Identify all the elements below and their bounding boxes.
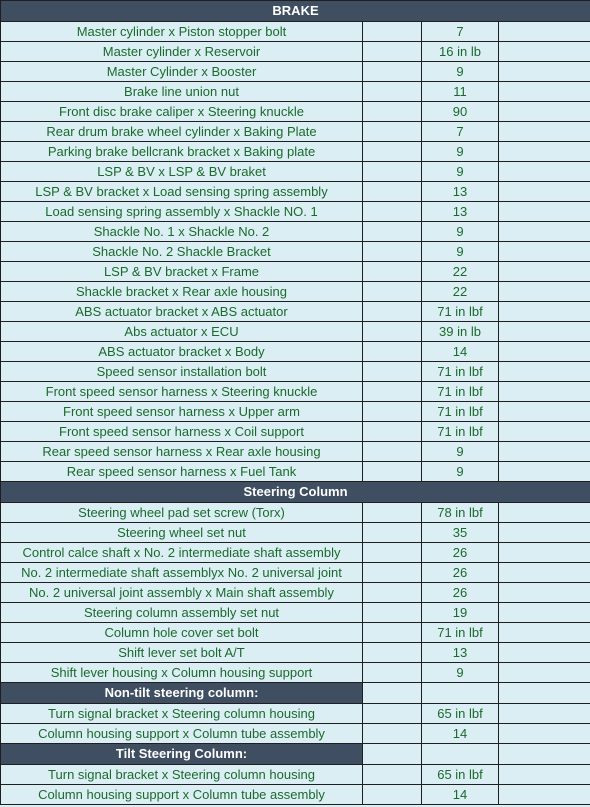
component-label: Brake line union nut <box>1 82 363 102</box>
table-row <box>1 765 590 785</box>
empty-cell <box>499 603 590 623</box>
empty-cell <box>363 765 422 785</box>
empty-cell <box>499 242 590 262</box>
empty-cell <box>363 563 422 583</box>
torque-value: 9 <box>422 663 499 683</box>
empty-cell <box>363 262 422 282</box>
empty-cell <box>363 282 422 302</box>
table-body <box>1 1 590 805</box>
table-row <box>1 442 590 462</box>
empty-cell <box>499 122 590 142</box>
subsection-title: Tilt Steering Column: <box>1 744 363 765</box>
component-label: No. 2 universal joint assembly x Main shaft assembly <box>1 583 363 603</box>
section-header-steering-column <box>1 482 590 503</box>
section-title: Steering Column <box>1 482 590 503</box>
empty-cell <box>363 202 422 222</box>
component-label: Shift lever housing x Column housing support <box>1 663 363 683</box>
table-row <box>1 523 590 543</box>
component-label: Load sensing spring assembly x Shackle NO. 1 <box>1 202 363 222</box>
empty-cell <box>499 623 590 643</box>
table-row <box>1 382 590 402</box>
component-label: ABS actuator bracket x Body <box>1 342 363 362</box>
table-row <box>1 82 590 102</box>
torque-value: 39 in lb <box>422 322 499 342</box>
empty-cell <box>363 122 422 142</box>
torque-value: 9 <box>422 142 499 162</box>
table-row <box>1 543 590 563</box>
empty-cell <box>363 683 422 704</box>
table-row <box>1 422 590 442</box>
empty-cell <box>499 182 590 202</box>
empty-cell <box>499 402 590 422</box>
table-row <box>1 142 590 162</box>
table-row <box>1 402 590 422</box>
section-header-tilt-steering-column <box>1 744 590 765</box>
component-label: Speed sensor installation bolt <box>1 362 363 382</box>
empty-cell <box>499 765 590 785</box>
empty-cell <box>363 102 422 122</box>
torque-value: 71 in lbf <box>422 382 499 402</box>
component-label: Master cylinder x Piston stopper bolt <box>1 22 363 42</box>
component-label: ABS actuator bracket x ABS actuator <box>1 302 363 322</box>
torque-value: 11 <box>422 82 499 102</box>
empty-cell <box>499 683 590 704</box>
component-label: Steering column assembly set nut <box>1 603 363 623</box>
torque-value: 14 <box>422 785 499 805</box>
component-label: Rear speed sensor harness x Fuel Tank <box>1 462 363 482</box>
empty-cell <box>363 744 422 765</box>
torque-value: 9 <box>422 442 499 462</box>
empty-cell <box>499 442 590 462</box>
section-header-brake <box>1 1 590 22</box>
torque-value: 13 <box>422 182 499 202</box>
empty-cell <box>499 543 590 563</box>
table-row <box>1 342 590 362</box>
component-label: Steering wheel pad set screw (Torx) <box>1 503 363 523</box>
component-label: LSP & BV bracket x Load sensing spring assembly <box>1 182 363 202</box>
empty-cell <box>363 442 422 462</box>
empty-cell <box>363 42 422 62</box>
empty-cell <box>363 162 422 182</box>
empty-cell <box>499 322 590 342</box>
table-row <box>1 282 590 302</box>
empty-cell <box>499 22 590 42</box>
torque-value: 9 <box>422 62 499 82</box>
component-label: Master Cylinder x Booster <box>1 62 363 82</box>
torque-value: 13 <box>422 202 499 222</box>
component-label: Shift lever set bolt A/T <box>1 643 363 663</box>
component-label: Abs actuator x ECU <box>1 322 363 342</box>
table-row <box>1 583 590 603</box>
component-label: Turn signal bracket x Steering column housing <box>1 765 363 785</box>
component-label: Rear drum brake wheel cylinder x Baking Plate <box>1 122 363 142</box>
component-label: Front speed sensor harness x Coil support <box>1 422 363 442</box>
empty-cell <box>499 302 590 322</box>
empty-cell <box>363 583 422 603</box>
torque-value: 71 in lbf <box>422 362 499 382</box>
table-row <box>1 724 590 744</box>
table-row <box>1 603 590 623</box>
section-header-non-tilt-steering-column <box>1 683 590 704</box>
torque-value: 14 <box>422 342 499 362</box>
empty-cell <box>499 82 590 102</box>
torque-value: 14 <box>422 724 499 744</box>
empty-cell <box>422 744 499 765</box>
component-label: Column housing support x Column tube assembly <box>1 785 363 805</box>
torque-value: 7 <box>422 22 499 42</box>
component-label: Steering wheel set nut <box>1 523 363 543</box>
torque-value: 90 <box>422 102 499 122</box>
torque-value: 65 in lbf <box>422 765 499 785</box>
component-label: Shackle No. 2 Shackle Bracket <box>1 242 363 262</box>
empty-cell <box>363 382 422 402</box>
table-row <box>1 162 590 182</box>
empty-cell <box>499 202 590 222</box>
table-row <box>1 704 590 724</box>
empty-cell <box>499 162 590 182</box>
empty-cell <box>363 523 422 543</box>
component-label: Column housing support x Column tube assembly <box>1 724 363 744</box>
torque-value: 7 <box>422 122 499 142</box>
empty-cell <box>363 724 422 744</box>
empty-cell <box>499 462 590 482</box>
table-row <box>1 785 590 805</box>
component-label: Parking brake bellcrank bracket x Baking plate <box>1 142 363 162</box>
empty-cell <box>363 362 422 382</box>
torque-value: 19 <box>422 603 499 623</box>
empty-cell <box>363 462 422 482</box>
empty-cell <box>499 643 590 663</box>
table-row <box>1 643 590 663</box>
empty-cell <box>363 322 422 342</box>
component-label: Shackle bracket x Rear axle housing <box>1 282 363 302</box>
torque-value: 71 in lbf <box>422 422 499 442</box>
empty-cell <box>363 242 422 262</box>
empty-cell <box>363 402 422 422</box>
empty-cell <box>499 62 590 82</box>
empty-cell <box>499 102 590 122</box>
empty-cell <box>499 785 590 805</box>
empty-cell <box>363 82 422 102</box>
table-row <box>1 302 590 322</box>
torque-value: 71 in lbf <box>422 402 499 422</box>
empty-cell <box>499 362 590 382</box>
table-row <box>1 62 590 82</box>
empty-cell <box>499 563 590 583</box>
table-row <box>1 202 590 222</box>
torque-value: 71 in lbf <box>422 302 499 322</box>
component-label: Front speed sensor harness x Upper arm <box>1 402 363 422</box>
component-label: Front disc brake caliper x Steering knuckle <box>1 102 363 122</box>
empty-cell <box>363 663 422 683</box>
empty-cell <box>363 62 422 82</box>
table-row <box>1 663 590 683</box>
table-row <box>1 182 590 202</box>
component-label: Front speed sensor harness x Steering knuckle <box>1 382 363 402</box>
torque-value: 9 <box>422 162 499 182</box>
table-row <box>1 222 590 242</box>
component-label: LSP & BV x LSP & BV braket <box>1 162 363 182</box>
empty-cell <box>363 422 422 442</box>
empty-cell <box>499 583 590 603</box>
table-row <box>1 503 590 523</box>
torque-value: 26 <box>422 583 499 603</box>
table-row <box>1 462 590 482</box>
table-row <box>1 42 590 62</box>
empty-cell <box>363 222 422 242</box>
empty-cell <box>499 142 590 162</box>
table-row <box>1 22 590 42</box>
empty-cell <box>363 543 422 563</box>
table-row <box>1 242 590 262</box>
torque-value: 78 in lbf <box>422 503 499 523</box>
component-label: Master cylinder x Reservoir <box>1 42 363 62</box>
torque-value: 22 <box>422 282 499 302</box>
table-row <box>1 262 590 282</box>
section-title: BRAKE <box>1 1 590 22</box>
empty-cell <box>422 683 499 704</box>
empty-cell <box>499 724 590 744</box>
component-label: LSP & BV bracket x Frame <box>1 262 363 282</box>
subsection-title: Non-tilt steering column: <box>1 683 363 704</box>
empty-cell <box>499 42 590 62</box>
torque-value: 71 in lbf <box>422 623 499 643</box>
empty-cell <box>363 182 422 202</box>
torque-value: 26 <box>422 563 499 583</box>
table-row <box>1 322 590 342</box>
empty-cell <box>499 382 590 402</box>
torque-value: 16 in lb <box>422 42 499 62</box>
table-row <box>1 102 590 122</box>
torque-value: 13 <box>422 643 499 663</box>
empty-cell <box>363 704 422 724</box>
empty-cell <box>499 663 590 683</box>
empty-cell <box>363 603 422 623</box>
empty-cell <box>363 643 422 663</box>
torque-value: 35 <box>422 523 499 543</box>
empty-cell <box>363 302 422 322</box>
torque-value: 22 <box>422 262 499 282</box>
empty-cell <box>363 503 422 523</box>
torque-value: 26 <box>422 543 499 563</box>
empty-cell <box>499 422 590 442</box>
empty-cell <box>363 623 422 643</box>
component-label: Column hole cover set bolt <box>1 623 363 643</box>
table-row <box>1 362 590 382</box>
empty-cell <box>499 222 590 242</box>
empty-cell <box>499 503 590 523</box>
component-label: Rear speed sensor harness x Rear axle housing <box>1 442 363 462</box>
empty-cell <box>499 523 590 543</box>
torque-value: 9 <box>422 462 499 482</box>
table-row <box>1 122 590 142</box>
empty-cell <box>499 282 590 302</box>
empty-cell <box>363 22 422 42</box>
empty-cell <box>363 785 422 805</box>
table-row <box>1 563 590 583</box>
empty-cell <box>363 342 422 362</box>
component-label: No. 2 intermediate shaft assemblyx No. 2 universal joint <box>1 563 363 583</box>
empty-cell <box>499 262 590 282</box>
empty-cell <box>499 744 590 765</box>
empty-cell <box>499 342 590 362</box>
empty-cell <box>363 142 422 162</box>
torque-value: 9 <box>422 242 499 262</box>
torque-value: 65 in lbf <box>422 704 499 724</box>
table-row <box>1 623 590 643</box>
component-label: Shackle No. 1 x Shackle No. 2 <box>1 222 363 242</box>
component-label: Turn signal bracket x Steering column housing <box>1 704 363 724</box>
component-label: Control calce shaft x No. 2 intermediate shaft assembly <box>1 543 363 563</box>
torque-value: 9 <box>422 222 499 242</box>
empty-cell <box>499 704 590 724</box>
